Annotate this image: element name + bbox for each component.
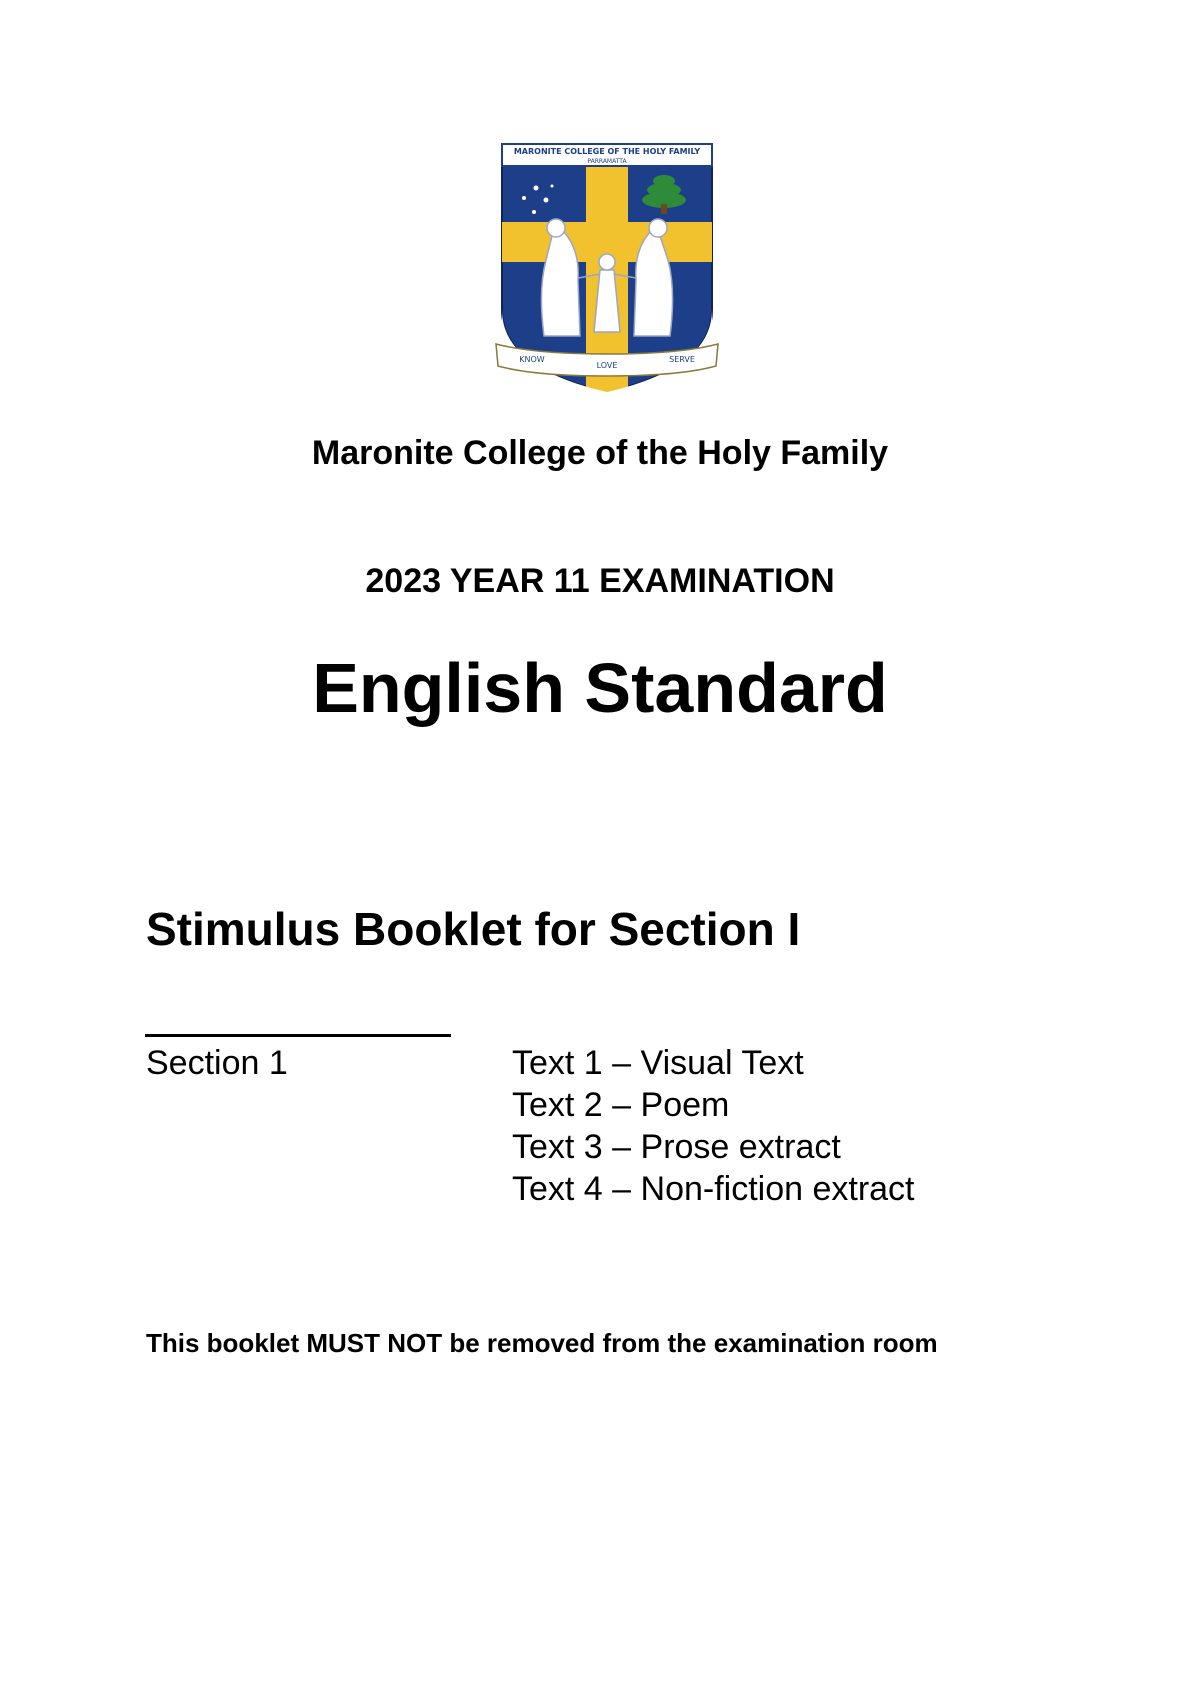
stimulus-text-item: Text 4 – Non-fiction extract [512,1170,915,1208]
exam-title: 2023 YEAR 11 EXAMINATION [365,562,835,600]
removal-notice: This booklet MUST NOT be removed from the examination room [146,1328,938,1358]
stimulus-text-item: Text 1 – Visual Text [512,1044,804,1082]
crest-location-text: PARRAMATTA [587,158,627,165]
stimulus-text-item: Text 3 – Prose extract [512,1128,841,1166]
stimulus-text-item: Text 2 – Poem [512,1086,730,1124]
motto-love: LOVE [596,361,618,370]
motto-serve: SERVE [669,355,695,364]
booklet-title: Stimulus Booklet for Section I [146,903,801,955]
crest-banner-text: MARONITE COLLEGE OF THE HOLY FAMILY [513,147,701,156]
subject-title: English Standard [312,649,888,727]
motto-know: KNOW [519,355,545,364]
stimulus-text-list [512,1042,915,1210]
college-name: Maronite College of the Holy Family [311,434,889,472]
section-label: Section 1 [146,1044,288,1082]
section-divider [145,1034,451,1037]
college-crest-logo [494,140,720,398]
